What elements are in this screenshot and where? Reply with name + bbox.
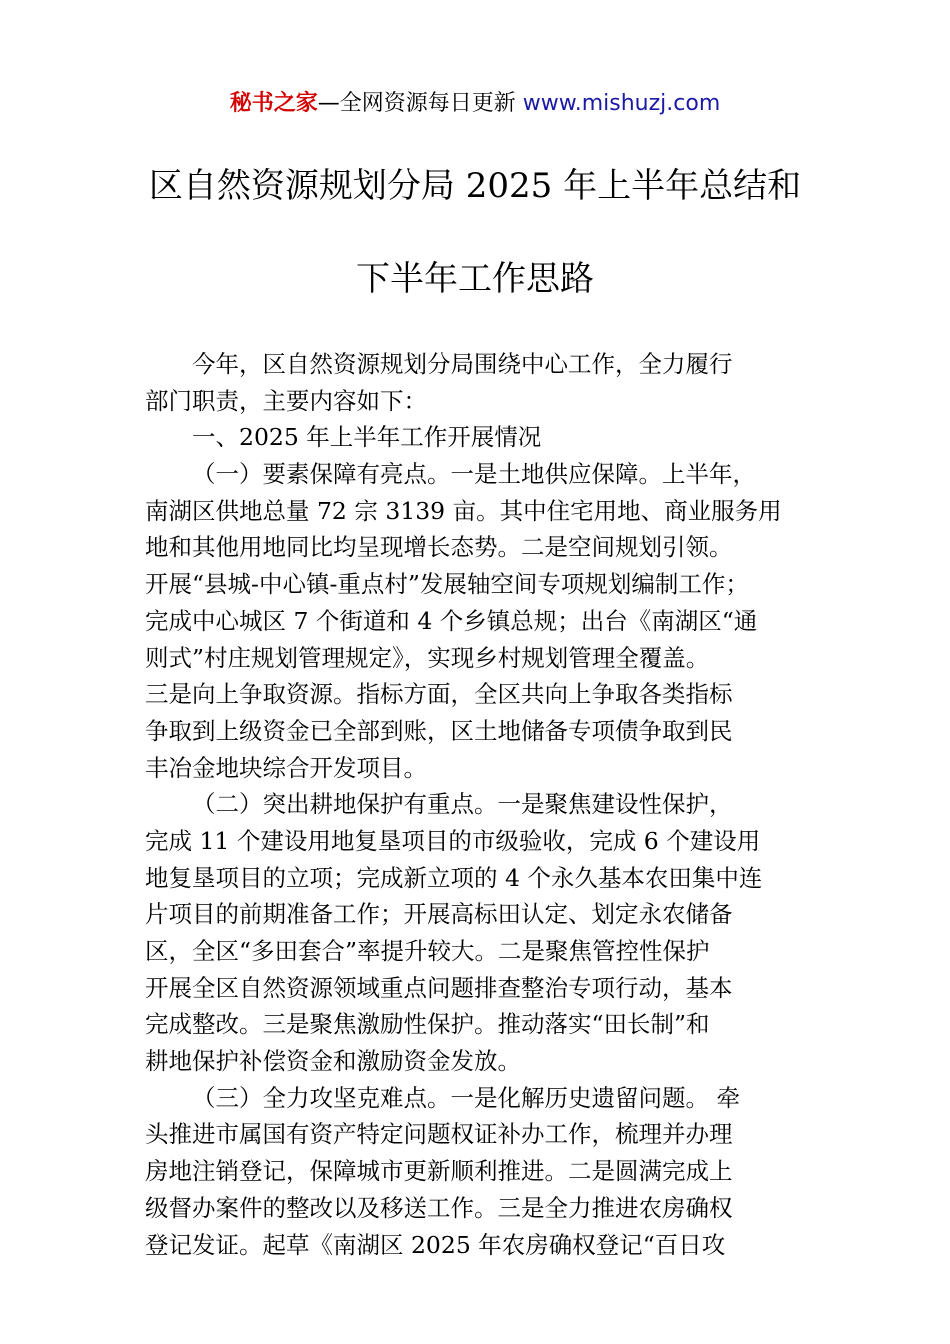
body-line: 争取到上级资金已全部到账，区土地储备专项债争取到民 [145,716,733,745]
site-url-link[interactable]: www.mishuzj.com [522,91,721,116]
body-line: 开展“县城-中心镇-重点村”发展轴空间专项规划编制工作； [145,570,749,599]
site-header [0,88,950,120]
body-line: 开展全区自然资源领域重点问题排查整治专项行动，基本 [145,973,733,1002]
body-line: 部门职责，主要内容如下： [145,386,427,415]
section-heading: 一、2025 年上半年工作开展情况 [192,423,542,452]
body-line: 则式”村庄规划管理规定》，实现乡村规划管理全覆盖。 [145,643,710,672]
body-line: 耕地保护补偿资金和激励资金发放。 [145,1047,521,1076]
body-line: （一）要素保障有亮点。一是土地供应保障。上半年， [192,460,756,489]
body-line: 完成整改。三是聚焦激励性保护。推动落实“田长制”和 [145,1010,710,1039]
body-line: 头推进市属国有资产特定问题权证补办工作，梳理并办理 [145,1120,733,1149]
body-line: 登记发证。起草《南湖区 2025 年农房确权登记“百日攻 [145,1230,726,1259]
document-title-line-2: 下半年工作思路 [356,259,594,299]
body-line: 地复垦项目的立项；完成新立项的 4 个永久基本农田集中连 [145,863,763,892]
body-line: 丰冶金地块综合开发项目。 [145,753,427,782]
site-tagline: —全网资源每日更新 [317,91,523,116]
site-name: 秘书之家 [229,91,318,116]
body-line: 今年，区自然资源规划分局围绕中心工作，全力履行 [192,350,733,378]
body-line: 级督办案件的整改以及移送工作。三是全力推进农房确权 [145,1193,733,1222]
body-line: 片项目的前期准备工作；开展高标田认定、划定永农储备 [145,900,733,929]
body-line: （三）全力攻坚克难点。一是化解历史遗留问题。 牵 [192,1083,740,1112]
body-line: 房地注销登记，保障城市更新顺利推进。二是圆满完成上 [145,1157,733,1186]
body-line: 完成 11 个建设用地复垦项目的市级验收，完成 6 个建设用 [145,826,761,855]
document-body [145,346,815,1263]
body-line: 区，全区“多田套合”率提升较大。二是聚焦管控性保护 [145,937,710,965]
document-title-line-1: 区自然资源规划分局 2025 年上半年总结和 [148,166,802,206]
body-line: （二）突出耕地保护有重点。一是聚焦建设性保护， [192,790,733,819]
body-line: 地和其他用地同比均呈现增长态势。二是空间规划引领。 [145,533,733,562]
body-line: 完成中心城区 7 个街道和 4 个乡镇总规；出台《南湖区“通 [145,606,758,635]
body-line: 三是向上争取资源。指标方面，全区共向上争取各类指标 [145,680,733,709]
body-line: 南湖区供地总量 72 宗 3139 亩。其中住宅用地、商业服务用 [145,496,782,525]
